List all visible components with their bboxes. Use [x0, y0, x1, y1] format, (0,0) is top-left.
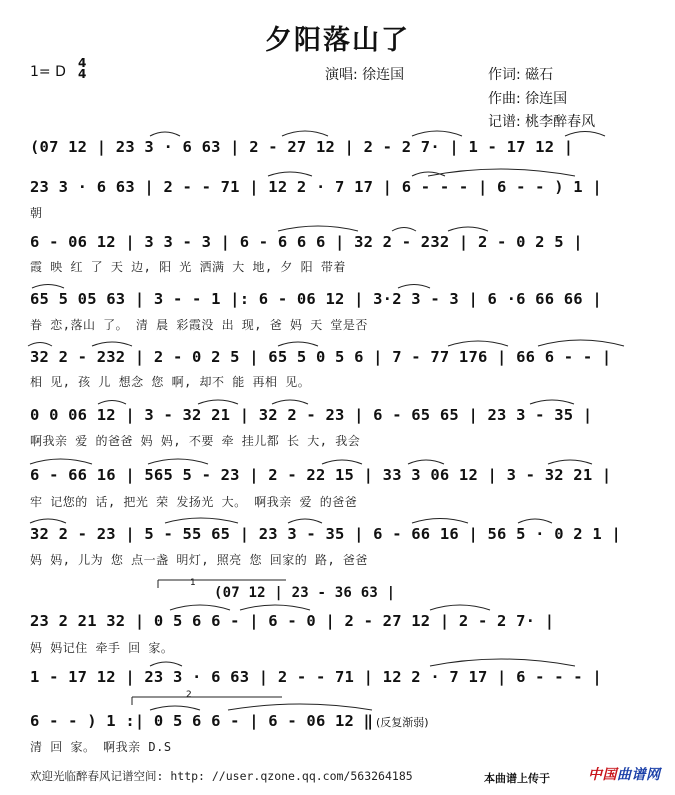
lyrics-row-11: 清 回 家。 啊我亲 D.S	[30, 740, 172, 754]
slur	[288, 519, 322, 523]
slur	[32, 285, 64, 289]
score-row-8: 32 2 - 23 | 5 - 55 65 | 23 3 - 35 | 6 - 66 16 | 56 5 · 0 2 1 |	[30, 525, 621, 543]
lyrics-row-9: 妈 妈记住 牵手 回 家。	[30, 641, 174, 655]
slur	[412, 519, 468, 524]
score-row-5: 32 2 - 232 | 2 - 0 2 5 | 65 5 0 5 6 | 7 - 77 176 | 66 6 - - |	[30, 348, 612, 366]
site-logo	[588, 764, 661, 784]
singer-credit: 演唱: 徐连国	[325, 67, 405, 83]
score-row-7: 6 - 66 16 | 565 5 - 23 | 2 - 22 15 | 33 3 06 12 | 3 - 32 21 |	[30, 466, 612, 484]
song-title: 夕阳落山了	[265, 25, 410, 56]
lyrics-row-7: 牢 记您的 话, 把光 荣 发扬光 大。 啊我亲 爱 的爸爸	[30, 495, 358, 509]
upload-note: 本曲谱上传于	[484, 772, 550, 785]
dynamics-note: (反复渐弱)	[376, 716, 429, 729]
transcriber-credit: 记谱: 桃李醉春风	[488, 114, 596, 130]
slur	[428, 169, 575, 176]
slur	[530, 400, 574, 404]
slur	[548, 460, 592, 464]
slur	[150, 662, 182, 666]
slur	[448, 341, 508, 346]
lyrics-row-3: 霞 映 红 了 天 边, 阳 光 洒满 大 地, 夕 阳 带着	[30, 260, 346, 274]
slur	[92, 342, 132, 346]
volta-1-label: 1	[190, 578, 196, 588]
score-row-4: 65 5 05 63 | 3 - - 1 |: 6 - 06 12 | 3·2 3 - 3 | 6 ·6 66 66 |	[30, 290, 602, 308]
slur	[448, 227, 488, 231]
lyrics-row-8: 妈 妈, 儿为 您 点一盏 明灯, 照亮 您 回家的 路, 爸爸	[30, 553, 368, 567]
slur	[150, 132, 180, 136]
slur	[412, 131, 462, 136]
slur	[150, 706, 200, 710]
volta-2-label: 2	[186, 690, 192, 700]
slur	[398, 285, 430, 289]
slur	[430, 605, 490, 610]
slur	[268, 172, 312, 176]
score-row-9: 23 2 21 32 | 0 5 6 6 - | 6 - 0 | 2 - 27 12 | 2 - 2 7· |	[30, 612, 555, 630]
slur	[165, 518, 238, 523]
lyricist-credit: 作词: 磁石	[488, 67, 554, 83]
score-row-10: 1 - 17 12 | 23 3 · 6 63 | 2 - - 71 | 12 2 · 7 17 | 6 - - - |	[30, 668, 602, 686]
volta-1-intro: (07 12 | 23 - 36 63 |	[214, 585, 396, 601]
slur	[30, 459, 92, 464]
slur	[278, 342, 318, 346]
slur	[198, 400, 238, 404]
time-signature	[78, 58, 86, 80]
slur	[272, 400, 308, 404]
footer-link-text: 欢迎光临醉春风记谱空间: http: //user.qzone.qq.com/563264185	[30, 769, 413, 783]
slur	[565, 132, 605, 137]
slur	[278, 226, 358, 231]
composer-credit: 作曲: 徐连国	[488, 91, 568, 107]
slur	[412, 172, 445, 176]
slur	[240, 605, 310, 610]
key-signature: 1= D	[30, 64, 66, 80]
slur	[98, 401, 126, 405]
slur	[408, 460, 444, 464]
lyrics-row-5: 相 见, 孩 儿 想念 您 啊, 却不 能 再相 见。	[30, 375, 311, 389]
slur	[322, 460, 362, 464]
slur	[30, 519, 66, 523]
logo-part-1: 中国	[588, 767, 617, 783]
meter-top: 4	[78, 56, 87, 70]
score-row-3: 6 - 06 12 | 3 3 - 3 | 6 - 6 6 6 | 32 2 - 232 | 2 - 0 2 5 |	[30, 233, 583, 251]
score-row-11: 6 - - ) 1 :| 0 5 6 6 - | 6 - 06 12 ‖	[30, 712, 374, 730]
slur	[28, 343, 52, 347]
slur	[538, 340, 624, 346]
score-row-6: 0 0 06 12 | 3 - 32 21 | 32 2 - 23 | 6 - 65 65 | 23 3 - 35 |	[30, 406, 593, 424]
slur	[392, 228, 416, 232]
slur	[228, 704, 372, 710]
slur	[282, 131, 328, 136]
score-row-1: (07 12 | 23 3 · 6 63 | 2 - 27 12 | 2 - 2 7· | 1 - 17 12 |	[30, 138, 574, 156]
lyrics-row-6: 啊我亲 爱 的爸爸 妈 妈, 不要 牵 挂儿都 长 大, 我会	[30, 434, 361, 448]
score-row-2: 23 3 · 6 63 | 2 - - 71 | 12 2 · 7 17 | 6 - - - | 6 - - ) 1 |	[30, 178, 602, 196]
slur	[518, 519, 552, 523]
logo-part-2: 曲谱网	[617, 767, 661, 783]
slur	[430, 659, 575, 666]
slur	[170, 605, 230, 610]
slur	[148, 459, 208, 464]
lyrics-row-4: 眷 恋,落山 了。 清 晨 彩霞没 出 现, 爸 妈 天 堂是否	[30, 318, 368, 332]
meter-bottom: 4	[78, 67, 87, 81]
lyrics-row-2: 朝	[30, 206, 43, 220]
